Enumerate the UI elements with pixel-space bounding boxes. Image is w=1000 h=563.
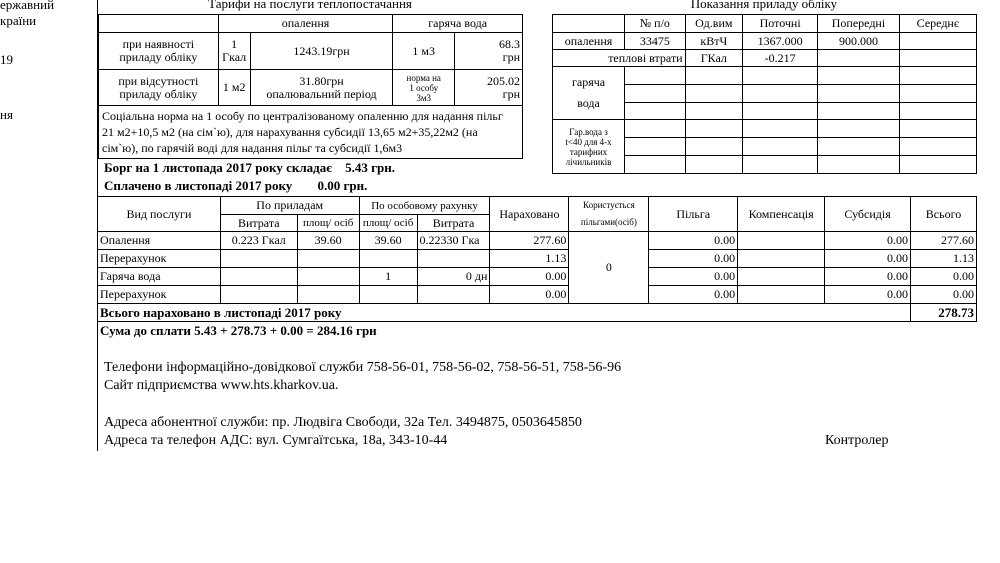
- row-charged: 277.60: [490, 232, 569, 250]
- row-consumption: [220, 286, 297, 304]
- row1-unit-b: Гкал: [222, 50, 247, 64]
- row-compensation: [738, 232, 825, 250]
- meter-hw-note-1: Гар.вода з: [569, 126, 608, 137]
- site-info: Сайт підприємства www.hts.kharkov.ua.: [104, 378, 339, 393]
- meter-h-unit: Од.вим: [685, 15, 742, 33]
- row-benefit: 0.00: [649, 250, 738, 268]
- row1-price: 1243.19грн: [250, 33, 393, 70]
- meter-title: Показання приладу обліку: [690, 0, 838, 11]
- row-acc-area: 1: [359, 268, 417, 286]
- h-benefit-users-b: пільгами(осіб): [580, 217, 637, 227]
- controller-label: Контролер: [825, 433, 889, 448]
- row2-price-a: 31.80грн: [299, 73, 344, 88]
- row-name: Перерахунок: [98, 286, 221, 304]
- row1-hw-unit: 1 м3: [393, 33, 455, 70]
- table-row: [98, 286, 977, 304]
- row-total: 1.13: [911, 250, 977, 268]
- meter-h-num: № п/о: [625, 15, 686, 33]
- row-acc-consumption: [417, 250, 490, 268]
- social-norm-line3: сім`ю), по гарячій воді для надання пільг та субсидії 1,6м3: [102, 141, 403, 155]
- meter-table: [552, 14, 977, 174]
- h-acc-consumption: Витрата: [417, 215, 490, 232]
- row-subsidy: 0.00: [825, 232, 911, 250]
- row2-hw-price-a: 205.02: [487, 73, 520, 88]
- row-area: [297, 286, 359, 304]
- social-norm-line2: 21 м2+10,5 м2 (на сім`ю), для нарахування субсидії 13,65 м2+35,22м2 (на: [102, 125, 478, 139]
- row2-norm-c: 3м3: [416, 92, 432, 103]
- tariffs-table: [98, 14, 523, 159]
- row-acc-consumption: 0 дн: [417, 268, 490, 286]
- meter-losses-label: теплові втрати: [553, 50, 686, 67]
- charges-table: [97, 196, 977, 340]
- row2-hw-price-b: грн: [502, 86, 520, 101]
- left-cut-text-1: ержавний: [0, 0, 55, 12]
- row-acc-area: [359, 250, 417, 268]
- h-total: Всього: [911, 197, 977, 232]
- row-consumption: 0.223 Гкал: [220, 232, 297, 250]
- row-charged: 0.00: [490, 286, 569, 304]
- total-label: Всього нараховано в листопаді 2017 року: [98, 304, 911, 322]
- paid-amount: 0.00 грн.: [317, 178, 368, 193]
- meter-hw-note-2: t<40 для 4-х: [565, 136, 612, 147]
- row-acc-area: 39.60: [359, 232, 417, 250]
- meter-heating-unit: кВтЧ: [685, 33, 742, 50]
- row1-label-a: при наявності: [122, 37, 195, 51]
- paid-text: Сплачено в листопаді 2017 року: [104, 178, 293, 193]
- meter-losses-current: -0.217: [743, 50, 818, 67]
- address-info: Адреса абонентної служби: пр. Людвіга Свободи, 32а Тел. 3494875, 0503645850: [104, 415, 582, 430]
- h-subsidy: Субсидія: [825, 197, 911, 232]
- row-acc-consumption: 0.22330 Гка: [417, 232, 490, 250]
- row1-hw-price-a: 68.3: [499, 37, 520, 51]
- h-service: Вид послуги: [98, 197, 221, 232]
- row1-label-b: приладу обліку: [119, 50, 198, 64]
- row-benefit: 0.00: [649, 268, 738, 286]
- debt-line: [104, 160, 395, 176]
- row-acc-area: [359, 286, 417, 304]
- row-area: [297, 268, 359, 286]
- row-total: 0.00: [911, 286, 977, 304]
- paid-line: [104, 178, 367, 194]
- meter-losses-unit: ГКал: [685, 50, 742, 67]
- meter-hw-label-b: вода: [577, 96, 600, 110]
- row-name: Гаряча вода: [98, 268, 221, 286]
- meter-h-average: Середнє: [899, 15, 976, 33]
- social-norm-line1: Соціальна норма на 1 особу по централізованому опаленню для надання пільг: [102, 109, 503, 123]
- row-compensation: [738, 286, 825, 304]
- table-row: [98, 232, 977, 250]
- row-subsidy: 0.00: [825, 250, 911, 268]
- row-compensation: [738, 268, 825, 286]
- row-subsidy: 0.00: [825, 268, 911, 286]
- row-compensation: [738, 250, 825, 268]
- row2-unit: 1 м2: [218, 70, 250, 106]
- debt-amount: 5.43 грн.: [345, 160, 395, 175]
- tariffs-title: Тарифи на послуги теплопостачання: [208, 0, 412, 11]
- h-by-account: По особовому рахунку: [359, 197, 490, 215]
- row-consumption: [220, 268, 297, 286]
- col-hot-water: гаряча вода: [393, 15, 523, 33]
- row2-norm-b: 1 особу: [409, 82, 439, 93]
- table-row: [98, 268, 977, 286]
- ads-info: Адреса та телефон АДС: вул. Сумгаїтська, 18а, 343-10-44: [104, 433, 448, 448]
- h-consumption: Витрата: [220, 215, 297, 232]
- row-acc-consumption: [417, 286, 490, 304]
- table-row: [98, 250, 977, 268]
- row-area: 39.60: [297, 232, 359, 250]
- row-consumption: [220, 250, 297, 268]
- row-subsidy: 0.00: [825, 286, 911, 304]
- meter-h-previous: Попередні: [818, 15, 899, 33]
- to-pay: Сума до сплати 5.43 + 278.73 + 0.00 = 284.16 грн: [98, 322, 977, 340]
- col-heating: опалення: [218, 15, 393, 33]
- row2-norm-a: норма на: [406, 72, 441, 83]
- row-total: 0.00: [911, 268, 977, 286]
- row-total: 277.60: [911, 232, 977, 250]
- debt-text: Борг на 1 листопада 2017 року складає: [104, 160, 332, 175]
- meter-heating-num: 33475: [625, 33, 686, 50]
- benefit-users: 0: [569, 232, 649, 304]
- row-area: [297, 250, 359, 268]
- meter-hw-note-3: тарифних: [569, 146, 608, 157]
- meter-h-current: Поточні: [743, 15, 818, 33]
- meter-heating-average: [899, 33, 976, 50]
- row-benefit: 0.00: [649, 232, 738, 250]
- meter-hw-note-4: лічильників: [565, 156, 612, 167]
- left-cut-word: ня: [0, 107, 13, 122]
- meter-heating-current: 1367.000: [743, 33, 818, 50]
- phones-info: Телефони інформаційно-довідкової служби 758-56-01, 758-56-02, 758-56-51, 758-56-96: [104, 360, 622, 375]
- h-compensation: Компенсація: [738, 197, 825, 232]
- h-benefit: Пільга: [649, 197, 738, 232]
- meter-heating-previous: 900.000: [818, 33, 899, 50]
- total-value: 278.73: [911, 304, 977, 322]
- row-name: Перерахунок: [98, 250, 221, 268]
- meter-hw-label-a: гаряча: [571, 75, 606, 89]
- row1-unit-a: 1: [231, 37, 238, 51]
- h-charged: Нараховано: [490, 197, 569, 232]
- row-name: Опалення: [98, 232, 221, 250]
- row2-price-b: опалювальний період: [266, 86, 377, 101]
- h-benefit-users-a: Користується: [583, 200, 635, 210]
- row-benefit: 0.00: [649, 286, 738, 304]
- h-acc-area: площ/ осіб: [359, 215, 417, 232]
- meter-heating-label: опалення: [553, 33, 625, 50]
- h-by-meters: По приладам: [220, 197, 359, 215]
- row2-label-b: приладу обліку: [119, 86, 198, 101]
- left-cut-text-2: країни: [0, 13, 37, 28]
- row-charged: 1.13: [490, 250, 569, 268]
- h-area: площ/ осіб: [297, 215, 359, 232]
- left-cut-number: 19: [0, 52, 13, 67]
- row1-hw-price-b: грн: [502, 50, 520, 64]
- row-charged: 0.00: [490, 268, 569, 286]
- row2-label-a: при відсутності: [118, 73, 199, 88]
